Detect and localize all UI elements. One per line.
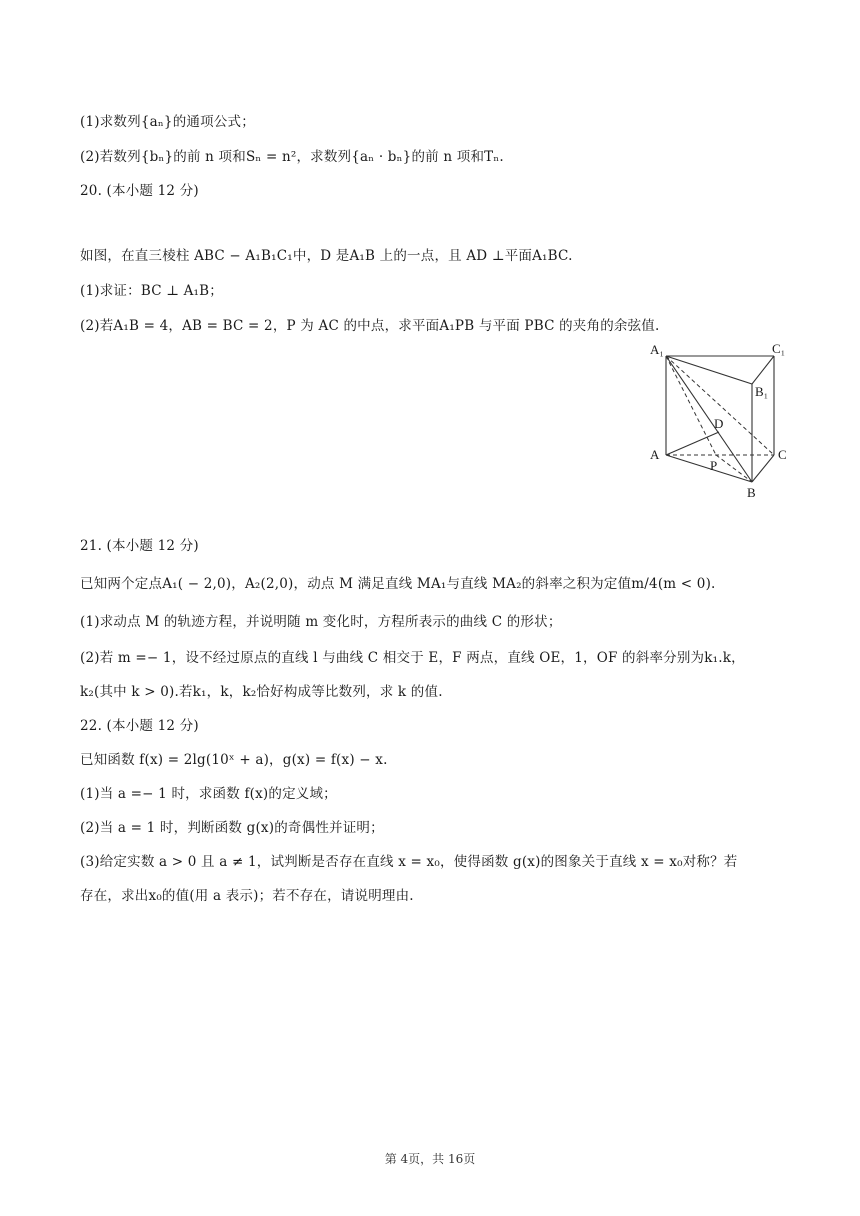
q22-part2: (2)当 a = 1 时，判断函数 g(x)的奇偶性并证明； <box>80 820 384 836</box>
label-a: A <box>650 447 660 462</box>
edge-bc <box>752 455 774 482</box>
q21-part2a: (2)若 m =− 1，设不经过原点的直线 l 与曲线 C 相交于 E，F 两点，直线 OE，1，OF 的斜率分别为k₁.k， <box>80 650 745 666</box>
q21-intro: 已知两个定点A₁( − 2,0)，A₂(2,0)，动点 M 满足直线 MA₁与直线 MA₂的斜率之积为定值m/4(m < 0). <box>80 576 716 592</box>
edge-a1b1 <box>666 356 752 384</box>
q19-part2: (2)若数列{bₙ}的前 n 项和Sₙ = n²，求数列{aₙ · bₙ}的前 n 项和Tₙ. <box>80 149 504 165</box>
label-c: C <box>778 447 787 462</box>
q21-part2b: k₂(其中 k > 0).若k₁，k，k₂恰好构成等比数列，求 k 的值. <box>80 684 443 700</box>
edge-a1p-dashed <box>666 356 716 455</box>
q22-part1: (1)当 a =− 1 时，求函数 f(x)的定义域； <box>80 786 337 802</box>
q20-part1: (1)求证：BC ⊥ A₁B； <box>80 283 223 299</box>
q20-part2: (2)若A₁B = 4，AB = BC = 2，P 为 AC 的中点，求平面A₁PB 与平面 PBC 的夹角的余弦值. <box>80 318 660 334</box>
edge-ad <box>666 432 719 455</box>
q20-heading: 20. (本小题 12 分) <box>80 183 199 199</box>
edge-pb-dashed <box>716 455 752 482</box>
page-footer: 第 4页，共 16页 <box>384 1152 476 1166</box>
q22-part3a: (3)给定实数 a > 0 且 a ≠ 1，试判断是否存在直线 x = x₀，使得函数 g(x)的图象关于直线 x = x₀对称？若 <box>80 854 738 870</box>
q19-part1: (1)求数列{aₙ}的通项公式； <box>80 114 255 130</box>
q21-heading: 21. (本小题 12 分) <box>80 538 199 554</box>
q21-part1: (1)求动点 M 的轨迹方程，并说明随 m 变化时，方程所表示的曲线 C 的形状； <box>80 614 562 630</box>
label-d: D <box>714 416 724 431</box>
q22-part3b: 存在，求出x₀的值(用 a 表示)；若不存在，请说明理由. <box>80 888 414 904</box>
edge-b1c1 <box>752 356 774 384</box>
prism-figure <box>644 340 794 502</box>
label-b1: B₁ <box>755 384 769 399</box>
label-c1: C₁ <box>772 341 786 356</box>
edge-a1b <box>666 356 752 482</box>
label-a1: A₁ <box>650 342 664 357</box>
label-p: P <box>710 458 718 473</box>
q20-intro: 如图，在直三棱柱 ABC − A₁B₁C₁中，D 是A₁B 上的一点，且 AD ⊥平面A₁BC. <box>80 248 573 264</box>
q22-intro: 已知函数 f(x) = 2lg(10ˣ + a)，g(x) = f(x) − x. <box>80 752 388 768</box>
q22-heading: 22. (本小题 12 分) <box>80 718 199 734</box>
label-b: B <box>747 485 756 500</box>
edge-a1c-dashed <box>666 356 774 455</box>
edge-ab <box>666 455 752 482</box>
